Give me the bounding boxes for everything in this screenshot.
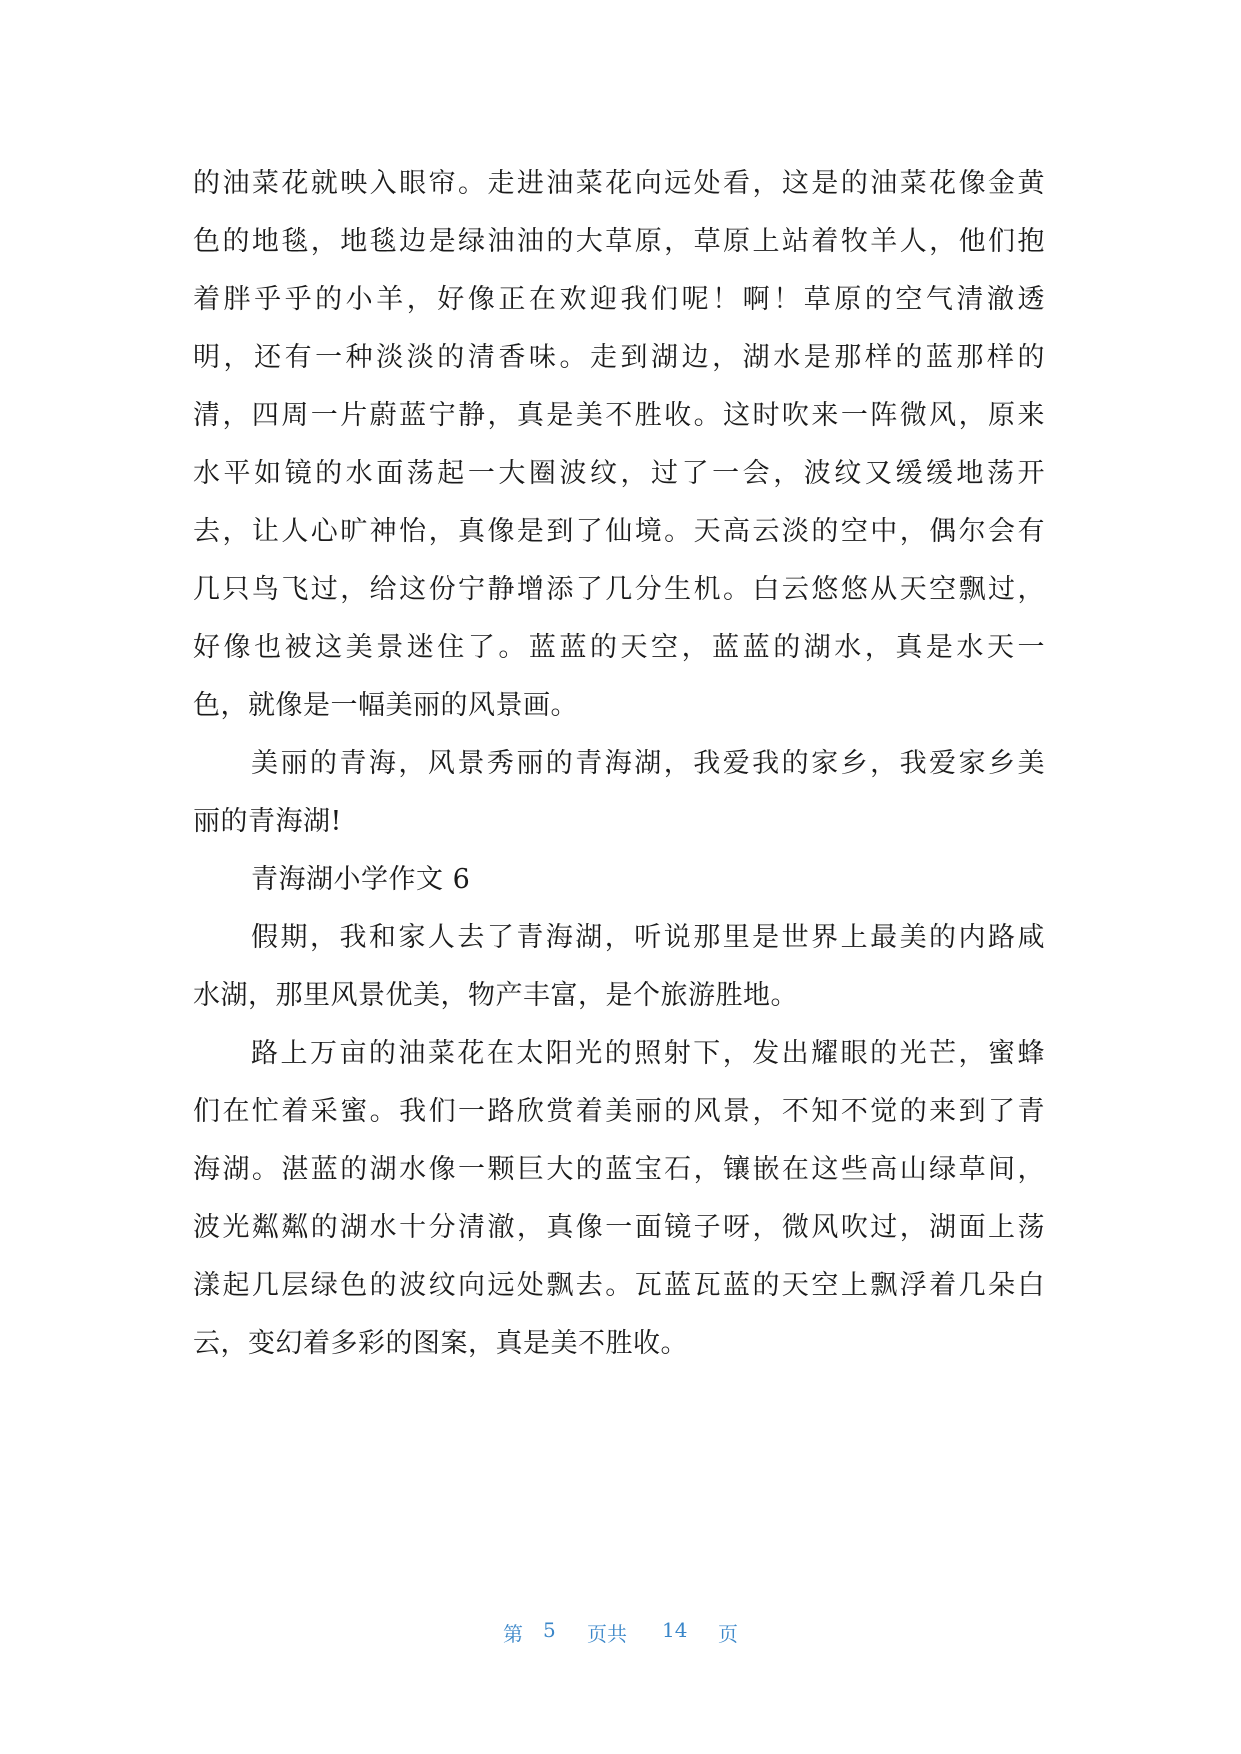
text-line-1: 的油菜花就映入眼帘。走进油菜花向远处看，这是的油菜花像金黄 bbox=[193, 168, 1045, 199]
text-line-7: 去，让人心旷神怡，真像是到了仙境。天高云淡的空中，偶尔会有 bbox=[193, 516, 1045, 547]
section-heading: 青海湖小学作文 6 bbox=[251, 864, 471, 895]
text-line-17: 们在忙着采蜜。我们一路欣赏着美丽的风景，不知不觉的来到了青 bbox=[193, 1096, 1045, 1127]
text-line-5: 清，四周一片蔚蓝宁静，真是美不胜收。这时吹来一阵微风，原来 bbox=[193, 400, 1045, 431]
text-line-6: 水平如镜的水面荡起一大圈波纹，过了一会，波纹又缓缓地荡开 bbox=[193, 458, 1045, 489]
text-line-4: 明，还有一种淡淡的清香味。走到湖边，湖水是那样的蓝那样的 bbox=[193, 342, 1045, 373]
text-line-16: 路上万亩的油菜花在太阳光的照射下，发出耀眼的光芒，蜜蜂 bbox=[251, 1038, 1045, 1069]
footer-ye-gong: 页共 bbox=[587, 1622, 627, 1646]
text-line-15: 水湖，那里风景优美，物产丰富，是个旅游胜地。 bbox=[193, 980, 798, 1011]
text-line-12: 丽的青海湖! bbox=[193, 806, 342, 837]
text-line-19: 波光粼粼的湖水十分清澈，真像一面镜子呀，微风吹过，湖面上荡 bbox=[193, 1212, 1045, 1243]
text-line-8: 几只鸟飞过，给这份宁静增添了几分生机。白云悠悠从天空飘过， bbox=[193, 574, 1045, 605]
text-line-2: 色的地毯，地毯边是绿油油的大草原，草原上站着牧羊人，他们抱 bbox=[193, 226, 1045, 257]
footer-di: 第 bbox=[503, 1622, 523, 1646]
text-line-10: 色，就像是一幅美丽的风景画。 bbox=[193, 690, 578, 721]
footer-page-number: 5 bbox=[543, 1618, 556, 1642]
text-line-14: 假期，我和家人去了青海湖，听说那里是世界上最美的内路咸 bbox=[251, 922, 1045, 953]
footer-total-pages: 14 bbox=[662, 1618, 688, 1642]
text-line-20: 漾起几层绿色的波纹向远处飘去。瓦蓝瓦蓝的天空上飘浮着几朵白 bbox=[193, 1270, 1045, 1301]
footer-ye: 页 bbox=[718, 1622, 738, 1646]
text-line-3: 着胖乎乎的小羊，好像正在欢迎我们呢！啊！草原的空气清澈透 bbox=[193, 284, 1045, 315]
text-line-21: 云，变幻着多彩的图案，真是美不胜收。 bbox=[193, 1328, 688, 1359]
text-line-18: 海湖。湛蓝的湖水像一颗巨大的蓝宝石，镶嵌在这些高山绿草间， bbox=[193, 1154, 1045, 1185]
text-line-9: 好像也被这美景迷住了。蓝蓝的天空，蓝蓝的湖水，真是水天一 bbox=[193, 632, 1045, 663]
text-line-11: 美丽的青海，风景秀丽的青海湖，我爱我的家乡，我爱家乡美 bbox=[251, 748, 1045, 779]
page-footer bbox=[0, 1618, 1241, 1648]
